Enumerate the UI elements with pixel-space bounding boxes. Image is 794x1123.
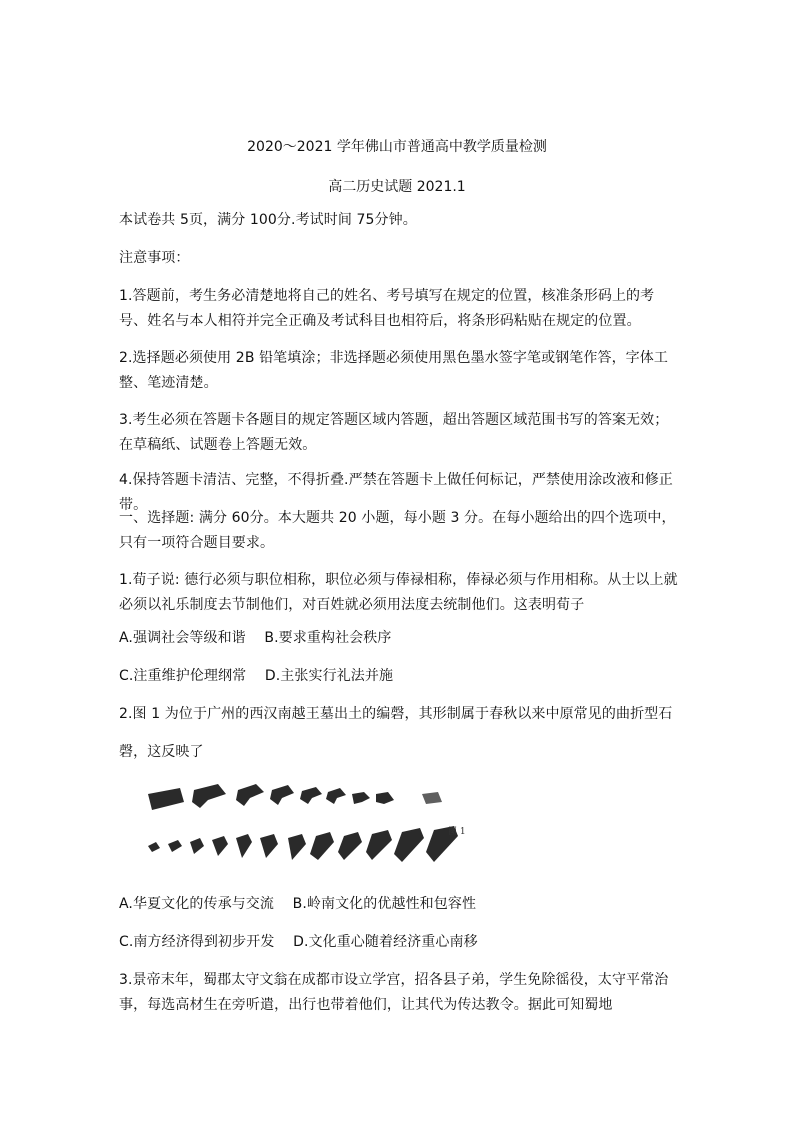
section-heading: 一、选择题: 满分 60分。本大题共 20 小题，每小题 3 分。在每小题给出的四个选项中，只有一项符合题目要求。 [119,510,676,551]
note-item-2: 2.选择题必须使用 2B 铅笔填涂；非选择题必须使用黑色墨水签字笔或钢笔作答，字体工整、笔迹清楚。 [119,350,668,391]
chime-stone [190,838,204,854]
question-1-options-cd: C.注重维护伦理纲常 D.主张实行礼法并施 [119,668,394,684]
note-item-3: 3.考生必须在答题卡各题目的规定答题区域内答题，超出答题区域范围书写的答案无效；在草稿纸、试题卷上答题无效。 [119,412,669,453]
chime-stone [300,787,322,804]
exam-title: 2020～2021 学年佛山市普通高中教学质量检测 [247,139,547,155]
chime-stone [236,784,264,806]
chime-stone [212,836,228,856]
notes-heading: 注意事项： [119,250,190,266]
chime-stone [366,830,392,860]
chime-stone [394,828,424,862]
chime-stone [310,832,334,860]
chime-stone [270,785,294,805]
chime-stone [338,832,362,860]
question-1-options-ab: A.强调社会等级和谐 B.要求重构社会秩序 [119,630,392,646]
chime-stone [376,792,394,804]
chime-stone [148,788,184,810]
chime-stone [422,792,442,804]
chime-stone [352,792,370,804]
exam-info: 本试卷共 5页，满分 100分.考试时间 75分钟。 [119,212,417,228]
question-1-stem: 1.荀子说: 德行必须与职位相称，职位必须与俸禄相称，俸禄必须与作用相称。从士以上就必须以礼乐制度去节制他们，对百姓就必须用法度去统制他们。这表明荀子 [119,572,678,613]
note-item-1: 1.答题前，考生务必清楚地将自己的姓名、考号填写在规定的位置，核准条形码上的考号、姓名与本人相符并完全正确及考试科目也相符后，将条形码粘贴在规定的位置。 [119,288,655,329]
chime-stone [148,842,160,852]
figure-label: 图 1 [448,827,466,837]
question-2-options-ab: A.华夏文化的传承与交流 B.岭南文化的优越性和包容性 [119,896,477,912]
question-2-stem-line2: 磬，这反映了 [119,744,204,760]
chime-stone [288,834,306,860]
chime-stones-figure [140,780,480,864]
chime-stone [236,834,252,858]
chime-stone [326,788,346,804]
question-2-stem-line1: 2.图 1 为位于广州的西汉南越王墓出土的编磬，其形制属于春秋以来中原常见的曲折型石 [119,706,673,722]
exam-subtitle: 高二历史试题 2021.1 [328,179,466,195]
chime-stone [192,784,226,808]
note-item-4: 4.保持答题卡清洁、完整，不得折叠.严禁在答题卡上做任何标记，严禁使用涂改液和修正带。 [119,472,673,513]
question-3-stem: 3.景帝末年，蜀郡太守文翁在成都市设立学宫，招各县子弟，学生免除徭役，太守平常治事，每选高材生在旁听遣，出行也带着他们，让其代为传达教令。据此可知蜀地 [119,972,669,1013]
chime-stone [260,834,278,858]
chime-stone [168,840,182,852]
question-2-options-cd: C.南方经济得到初步开发 D.文化重心随着经济重心南移 [119,934,478,950]
